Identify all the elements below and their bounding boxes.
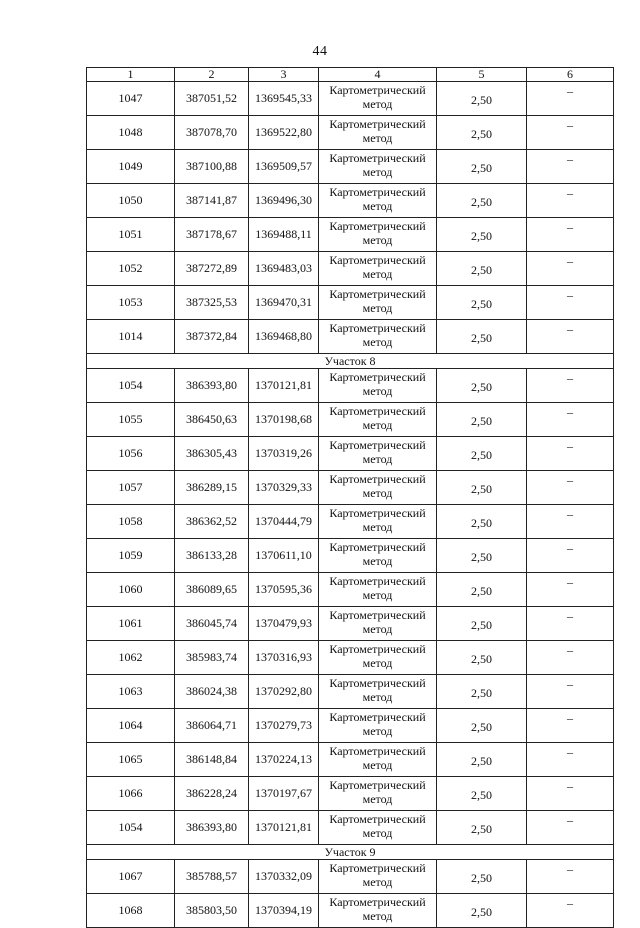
accuracy-cell: 2,50 (437, 218, 527, 252)
x-coordinate-cell: 386450,63 (175, 403, 249, 437)
method-text-line: метод (362, 875, 393, 889)
column-header: 1 (87, 68, 175, 82)
method-cell (319, 471, 437, 505)
x-coordinate-cell: 386393,80 (175, 811, 249, 845)
x-coordinate-cell: 386289,15 (175, 471, 249, 505)
table-row (87, 471, 614, 505)
accuracy-cell: 2,50 (437, 811, 527, 845)
method-cell (319, 607, 437, 641)
y-coordinate-cell: 1370479,93 (249, 607, 319, 641)
method-text-line: метод (362, 233, 393, 247)
y-coordinate-cell: 1370292,80 (249, 675, 319, 709)
method-cell (319, 709, 437, 743)
method-cell (319, 403, 437, 437)
method-text-line: Картометрический (329, 812, 426, 826)
method-text-line: метод (362, 554, 393, 568)
accuracy-cell: 2,50 (437, 403, 527, 437)
method-cell (319, 150, 437, 184)
note-cell: – (527, 150, 614, 184)
accuracy-cell: 2,50 (437, 252, 527, 286)
x-coordinate-cell: 386045,74 (175, 607, 249, 641)
method-text-line: Картометрический (329, 574, 426, 588)
point-number-cell: 1063 (87, 675, 175, 709)
method-text-line: Картометрический (329, 861, 426, 875)
table-row (87, 505, 614, 539)
table-row (87, 403, 614, 437)
method-text-line: метод (362, 656, 393, 670)
y-coordinate-cell: 1370198,68 (249, 403, 319, 437)
accuracy-cell: 2,50 (437, 116, 527, 150)
table-row (87, 82, 614, 116)
table-row (87, 811, 614, 845)
method-text-line: Картометрический (329, 287, 426, 301)
method-text-line: метод (362, 486, 393, 500)
point-number-cell: 1056 (87, 437, 175, 471)
note-cell: – (527, 403, 614, 437)
x-coordinate-cell: 386133,28 (175, 539, 249, 573)
point-number-cell: 1058 (87, 505, 175, 539)
x-coordinate-cell: 385983,74 (175, 641, 249, 675)
method-text-line: метод (362, 452, 393, 466)
section-title-row (87, 354, 614, 369)
method-cell (319, 320, 437, 354)
note-cell: – (527, 320, 614, 354)
method-text-line: метод (362, 335, 393, 349)
table-header-row (87, 68, 614, 82)
x-coordinate-cell: 386393,80 (175, 369, 249, 403)
table-row (87, 252, 614, 286)
point-number-cell: 1048 (87, 116, 175, 150)
x-coordinate-cell: 387051,52 (175, 82, 249, 116)
method-cell (319, 252, 437, 286)
section-title-row (87, 845, 614, 860)
x-coordinate-cell: 386228,24 (175, 777, 249, 811)
accuracy-cell: 2,50 (437, 539, 527, 573)
accuracy-cell: 2,50 (437, 675, 527, 709)
note-cell: – (527, 573, 614, 607)
method-text-line: метод (362, 909, 393, 923)
method-cell (319, 82, 437, 116)
point-number-cell: 1049 (87, 150, 175, 184)
table-row (87, 777, 614, 811)
y-coordinate-cell: 1370224,13 (249, 743, 319, 777)
note-cell: – (527, 743, 614, 777)
method-cell (319, 894, 437, 928)
y-coordinate-cell: 1370121,81 (249, 811, 319, 845)
accuracy-cell: 2,50 (437, 150, 527, 184)
method-text-line: метод (362, 301, 393, 315)
accuracy-cell: 2,50 (437, 320, 527, 354)
y-coordinate-cell: 1369488,11 (249, 218, 319, 252)
note-cell: – (527, 505, 614, 539)
section-title: Участок 8 (87, 354, 614, 369)
method-text-line: метод (362, 622, 393, 636)
point-number-cell: 1014 (87, 320, 175, 354)
method-text-line: метод (362, 758, 393, 772)
table-row (87, 286, 614, 320)
accuracy-cell: 2,50 (437, 777, 527, 811)
note-cell: – (527, 286, 614, 320)
table-row (87, 369, 614, 403)
y-coordinate-cell: 1370121,81 (249, 369, 319, 403)
point-number-cell: 1061 (87, 607, 175, 641)
point-number-cell: 1051 (87, 218, 175, 252)
x-coordinate-cell: 385788,57 (175, 860, 249, 894)
table-row (87, 860, 614, 894)
point-number-cell: 1053 (87, 286, 175, 320)
accuracy-cell: 2,50 (437, 184, 527, 218)
method-cell (319, 218, 437, 252)
method-cell (319, 811, 437, 845)
method-text-line: Картометрический (329, 219, 426, 233)
table-row (87, 437, 614, 471)
note-cell: – (527, 184, 614, 218)
method-text-line: метод (362, 267, 393, 281)
note-cell: – (527, 539, 614, 573)
x-coordinate-cell: 386148,84 (175, 743, 249, 777)
accuracy-cell: 2,50 (437, 607, 527, 641)
note-cell: – (527, 641, 614, 675)
point-number-cell: 1066 (87, 777, 175, 811)
method-text-line: Картометрический (329, 506, 426, 520)
accuracy-cell: 2,50 (437, 471, 527, 505)
note-cell: – (527, 471, 614, 505)
accuracy-cell: 2,50 (437, 641, 527, 675)
method-text-line: Картометрический (329, 253, 426, 267)
method-cell (319, 369, 437, 403)
note-cell: – (527, 894, 614, 928)
point-number-cell: 1047 (87, 82, 175, 116)
point-number-cell: 1054 (87, 369, 175, 403)
coordinates-table (86, 67, 614, 928)
x-coordinate-cell: 386089,65 (175, 573, 249, 607)
accuracy-cell: 2,50 (437, 369, 527, 403)
y-coordinate-cell: 1369496,30 (249, 184, 319, 218)
method-text-line: Картометрический (329, 370, 426, 384)
method-text-line: метод (362, 384, 393, 398)
method-text-line: метод (362, 418, 393, 432)
y-coordinate-cell: 1370316,93 (249, 641, 319, 675)
method-text-line: метод (362, 97, 393, 111)
x-coordinate-cell: 387100,88 (175, 150, 249, 184)
method-text-line: метод (362, 690, 393, 704)
x-coordinate-cell: 387325,53 (175, 286, 249, 320)
note-cell: – (527, 860, 614, 894)
table-body (87, 82, 614, 928)
note-cell: – (527, 116, 614, 150)
table-row (87, 116, 614, 150)
table-row (87, 743, 614, 777)
note-cell: – (527, 218, 614, 252)
accuracy-cell: 2,50 (437, 286, 527, 320)
point-number-cell: 1067 (87, 860, 175, 894)
table-row (87, 218, 614, 252)
note-cell: – (527, 675, 614, 709)
point-number-cell: 1065 (87, 743, 175, 777)
method-text-line: Картометрический (329, 472, 426, 486)
note-cell: – (527, 437, 614, 471)
method-text-line: метод (362, 724, 393, 738)
point-number-cell: 1068 (87, 894, 175, 928)
x-coordinate-cell: 386305,43 (175, 437, 249, 471)
table-row (87, 607, 614, 641)
method-cell (319, 777, 437, 811)
column-header: 3 (249, 68, 319, 82)
method-cell (319, 286, 437, 320)
table-row (87, 320, 614, 354)
y-coordinate-cell: 1370319,26 (249, 437, 319, 471)
x-coordinate-cell: 385803,50 (175, 894, 249, 928)
method-text-line: Картометрический (329, 895, 426, 909)
table-row (87, 150, 614, 184)
method-text-line: Картометрический (329, 778, 426, 792)
y-coordinate-cell: 1370197,67 (249, 777, 319, 811)
note-cell: – (527, 709, 614, 743)
method-text-line: Картометрический (329, 744, 426, 758)
method-text-line: Картометрический (329, 321, 426, 335)
method-cell (319, 116, 437, 150)
accuracy-cell: 2,50 (437, 709, 527, 743)
column-header: 5 (437, 68, 527, 82)
section-title: Участок 9 (87, 845, 614, 860)
y-coordinate-cell: 1370332,09 (249, 860, 319, 894)
point-number-cell: 1055 (87, 403, 175, 437)
note-cell: – (527, 82, 614, 116)
method-text-line: Картометрический (329, 676, 426, 690)
method-text-line: Картометрический (329, 608, 426, 622)
method-text-line: метод (362, 199, 393, 213)
y-coordinate-cell: 1369522,80 (249, 116, 319, 150)
table-row (87, 894, 614, 928)
point-number-cell: 1059 (87, 539, 175, 573)
note-cell: – (527, 369, 614, 403)
note-cell: – (527, 777, 614, 811)
y-coordinate-cell: 1369545,33 (249, 82, 319, 116)
method-cell (319, 184, 437, 218)
point-number-cell: 1064 (87, 709, 175, 743)
method-text-line: Картометрический (329, 642, 426, 656)
method-text-line: метод (362, 165, 393, 179)
accuracy-cell: 2,50 (437, 573, 527, 607)
method-text-line: Картометрический (329, 710, 426, 724)
method-cell (319, 505, 437, 539)
method-text-line: метод (362, 131, 393, 145)
y-coordinate-cell: 1370444,79 (249, 505, 319, 539)
method-text-line: Картометрический (329, 117, 426, 131)
note-cell: – (527, 811, 614, 845)
column-header: 4 (319, 68, 437, 82)
table-row (87, 641, 614, 675)
x-coordinate-cell: 386024,38 (175, 675, 249, 709)
point-number-cell: 1057 (87, 471, 175, 505)
x-coordinate-cell: 387078,70 (175, 116, 249, 150)
method-text-line: Картометрический (329, 83, 426, 97)
accuracy-cell: 2,50 (437, 82, 527, 116)
y-coordinate-cell: 1370394,19 (249, 894, 319, 928)
method-cell (319, 573, 437, 607)
x-coordinate-cell: 386064,71 (175, 709, 249, 743)
method-text-line: Картометрический (329, 151, 426, 165)
column-header: 6 (527, 68, 614, 82)
y-coordinate-cell: 1370279,73 (249, 709, 319, 743)
table-row (87, 709, 614, 743)
method-cell (319, 743, 437, 777)
method-cell (319, 641, 437, 675)
x-coordinate-cell: 387372,84 (175, 320, 249, 354)
y-coordinate-cell: 1370611,10 (249, 539, 319, 573)
y-coordinate-cell: 1369470,31 (249, 286, 319, 320)
y-coordinate-cell: 1369468,80 (249, 320, 319, 354)
method-text-line: метод (362, 792, 393, 806)
y-coordinate-cell: 1370329,33 (249, 471, 319, 505)
method-cell (319, 860, 437, 894)
table-row (87, 184, 614, 218)
method-text-line: метод (362, 520, 393, 534)
accuracy-cell: 2,50 (437, 505, 527, 539)
accuracy-cell: 2,50 (437, 860, 527, 894)
table-row (87, 573, 614, 607)
method-cell (319, 437, 437, 471)
point-number-cell: 1050 (87, 184, 175, 218)
table-row (87, 539, 614, 573)
y-coordinate-cell: 1369483,03 (249, 252, 319, 286)
method-cell (319, 539, 437, 573)
y-coordinate-cell: 1369509,57 (249, 150, 319, 184)
column-header: 2 (175, 68, 249, 82)
point-number-cell: 1052 (87, 252, 175, 286)
method-text-line: Картометрический (329, 185, 426, 199)
table-row (87, 675, 614, 709)
method-text-line: метод (362, 826, 393, 840)
method-text-line: Картометрический (329, 438, 426, 452)
accuracy-cell: 2,50 (437, 743, 527, 777)
method-text-line: Картометрический (329, 540, 426, 554)
method-cell (319, 675, 437, 709)
note-cell: – (527, 252, 614, 286)
x-coordinate-cell: 387272,89 (175, 252, 249, 286)
page-number: 44 (312, 44, 328, 59)
note-cell: – (527, 607, 614, 641)
method-text-line: Картометрический (329, 404, 426, 418)
accuracy-cell: 2,50 (437, 437, 527, 471)
point-number-cell: 1054 (87, 811, 175, 845)
accuracy-cell: 2,50 (437, 894, 527, 928)
x-coordinate-cell: 387178,67 (175, 218, 249, 252)
method-text-line: метод (362, 588, 393, 602)
x-coordinate-cell: 387141,87 (175, 184, 249, 218)
point-number-cell: 1062 (87, 641, 175, 675)
x-coordinate-cell: 386362,52 (175, 505, 249, 539)
point-number-cell: 1060 (87, 573, 175, 607)
y-coordinate-cell: 1370595,36 (249, 573, 319, 607)
